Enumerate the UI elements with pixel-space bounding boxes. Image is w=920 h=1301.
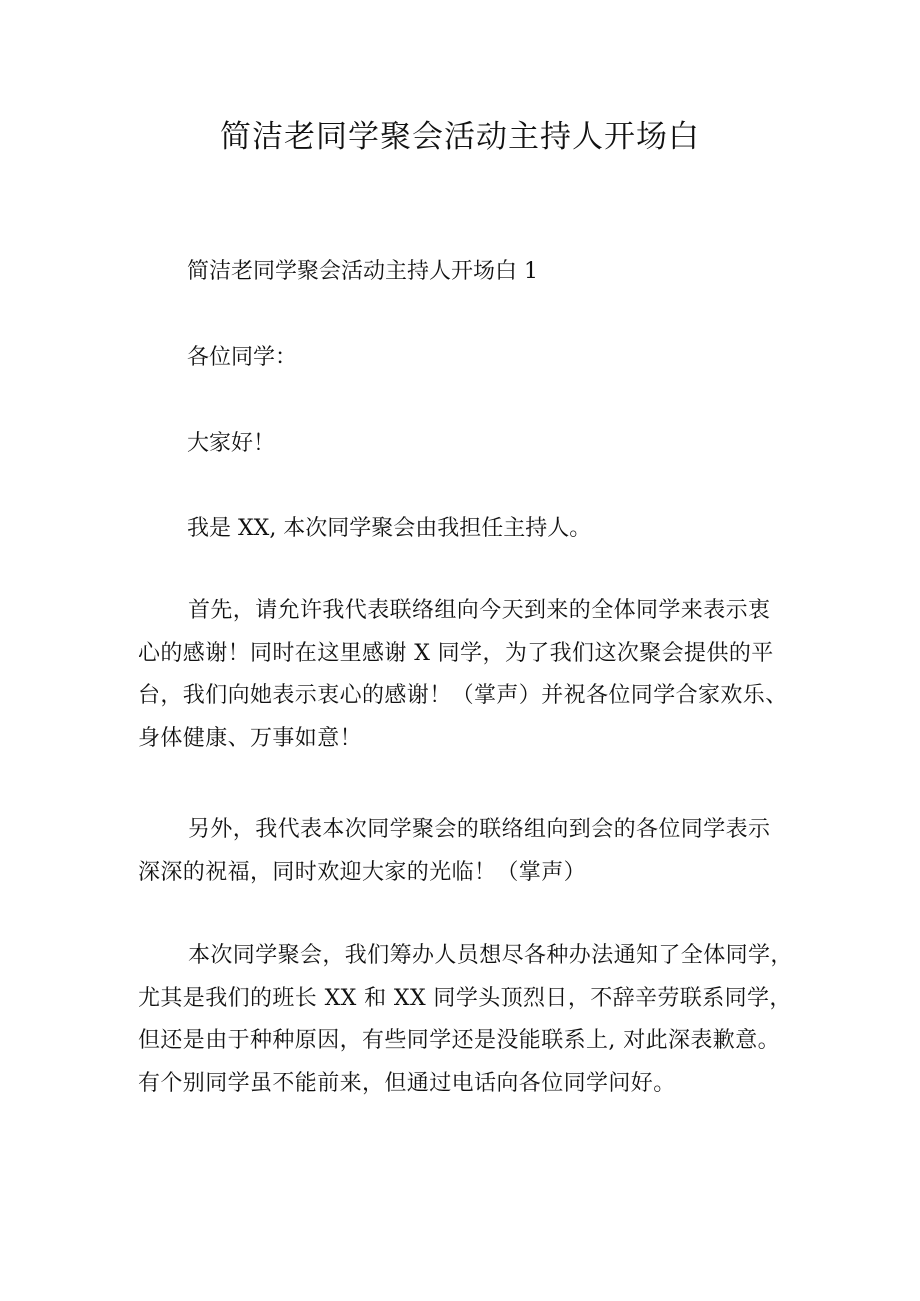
intro-line: 我是 XX, 本次同学聚会由我担任主持人。 [187,516,592,541]
paragraph-blessing [138,809,808,894]
paragraph-line: 另外，我代表本次同学聚会的联络组向到会的各位同学表示 [188,817,771,842]
paragraph-notice [138,935,808,1105]
paragraph-line: 台，我们向她表示衷心的感谢！（掌声）并祝各位同学合家欢乐、 [138,683,788,708]
paragraph-line: 有个别同学虽不能前来，但通过电话向各位同学问好。 [138,1070,676,1096]
paragraph-line: 尤其是我们的班长 XX 和 XX 同学头顶烈日，不辞辛劳联系同学， [138,985,792,1011]
paragraph-line: 但还是由于种种原因，有些同学还是没能联系上, 对此深表歉意。 [138,1028,780,1053]
paragraph-line: 首先，请允许我代表联络组向今天到来的全体同学来表示衷 [188,598,771,623]
paragraph-line: 身体健康、万事如意！ [138,725,363,751]
salutation: 各位同学： [187,345,298,370]
document-title: 简洁老同学聚会活动主持人开场白 [220,119,700,155]
section-heading: 简洁老同学聚会活动主持人开场白 1 [187,259,538,284]
paragraph-thanks [138,590,808,760]
paragraph-line: 深深的祝福，同时欢迎大家的光临！（掌声） [138,859,587,885]
paragraph-line: 本次同学聚会，我们筹办人员想尽各种办法通知了全体同学， [188,943,793,968]
greeting: 大家好！ [187,431,276,456]
paragraph-line: 心的感谢！同时在这里感谢 X 同学，为了我们这次聚会提供的平 [138,640,774,666]
